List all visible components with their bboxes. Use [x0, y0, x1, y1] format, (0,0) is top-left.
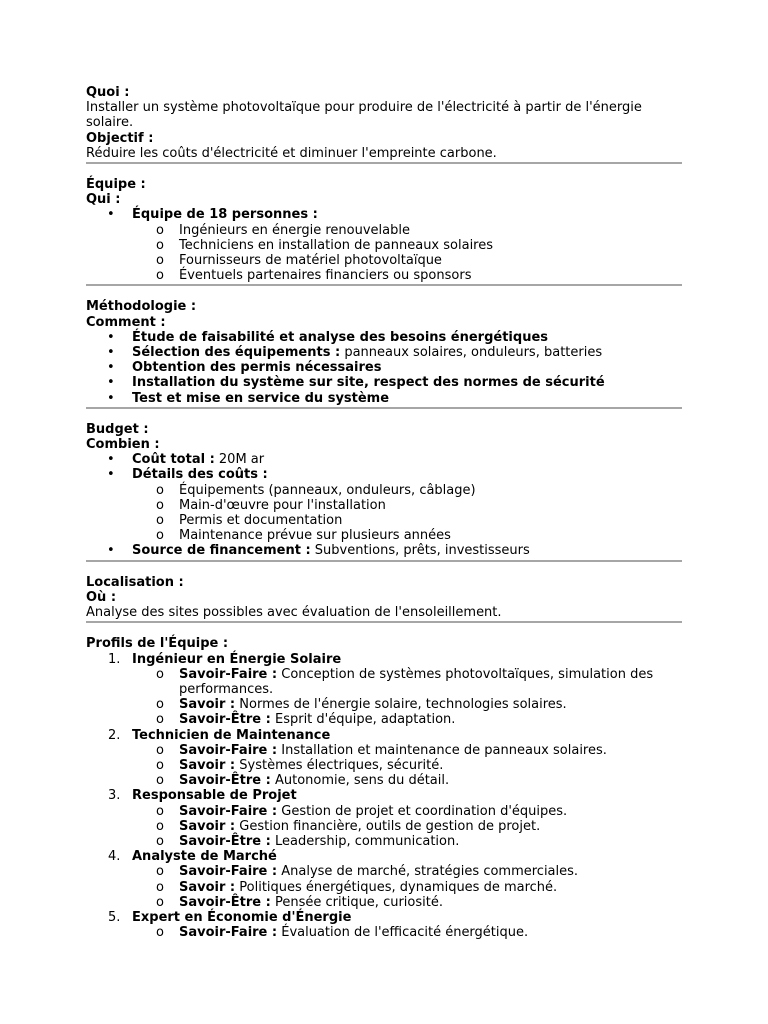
- list-item: [86, 910, 682, 940]
- list-item: [132, 925, 682, 940]
- list-item: [86, 467, 682, 543]
- detail-key: Savoir-Faire :: [179, 864, 278, 880]
- detail-key: Savoir :: [179, 757, 236, 773]
- list-item: [86, 652, 682, 728]
- section-budget: [86, 422, 682, 559]
- details-list: [132, 483, 682, 544]
- divider: [86, 162, 682, 164]
- budget-label: Budget :: [86, 421, 149, 437]
- profile-title: Technicien de Maintenance: [132, 727, 331, 743]
- list-item: [132, 895, 682, 910]
- equipe-group-label: Équipe de 18 personnes :: [132, 207, 318, 223]
- list-item: [86, 375, 682, 390]
- methodologie-steps: [86, 330, 682, 406]
- detail-value: Autonomie, sens du détail.: [270, 773, 450, 789]
- item-number: 5.: [108, 909, 121, 925]
- equipe-members: [132, 223, 682, 284]
- profils-label: Profils de l'Équipe :: [86, 636, 229, 652]
- list-item: o Ingénieurs en énergie renouvelable: [132, 223, 682, 238]
- cout-total-label: Coût total :: [132, 452, 215, 468]
- detail-value: Normes de l'énergie solaire, technologies solaires.: [235, 697, 567, 713]
- cout-total-value: 20M ar: [214, 452, 265, 468]
- detail-value: Conception de systèmes photovoltaïques, simulation des performances.: [179, 666, 654, 697]
- list-item: [132, 743, 682, 758]
- list-item: [86, 345, 682, 360]
- section-equipe: [86, 177, 682, 283]
- document-page: [86, 85, 682, 940]
- list-item: o Fournisseurs de matériel photovoltaïque: [132, 253, 682, 268]
- list-item: [132, 834, 682, 849]
- step-title: Étude de faisabilité et analyse des besoins énergétiques: [132, 329, 548, 345]
- list-item: [86, 207, 682, 283]
- detail-key: Savoir-Faire :: [179, 803, 278, 819]
- detail-key: Savoir :: [179, 818, 236, 834]
- qui-label: Qui :: [86, 192, 121, 208]
- list-item: [132, 712, 682, 727]
- detail-key: Savoir-Être :: [179, 773, 271, 789]
- details-label: Détails des coûts :: [132, 467, 268, 483]
- profile-details: [132, 667, 682, 728]
- ou-label: Où :: [86, 589, 117, 605]
- list-item: [86, 788, 682, 849]
- step-detail: panneaux solaires, onduleurs, batteries: [340, 345, 603, 361]
- detail-key: Savoir-Faire :: [179, 925, 278, 941]
- item-number: 2.: [108, 727, 121, 743]
- comment-label: Comment :: [86, 314, 166, 330]
- combien-label: Combien :: [86, 437, 160, 453]
- divider: [86, 284, 682, 286]
- divider: [86, 560, 682, 562]
- detail-value: Pensée critique, curiosité.: [270, 894, 443, 910]
- detail-value: Esprit d'équipe, adaptation.: [270, 712, 456, 728]
- detail-key: Savoir :: [179, 879, 236, 895]
- profile-details: [132, 864, 682, 910]
- item-number: 3.: [108, 788, 121, 804]
- quoi-text: Installer un système photovoltaïque pour produire de l'électricité à partir de l'énergie solaire.: [86, 100, 642, 131]
- detail-key: Savoir-Être :: [179, 833, 271, 849]
- financement-value: Subventions, prêts, investisseurs: [310, 543, 530, 559]
- detail-key: Savoir-Faire :: [179, 742, 278, 758]
- list-item: o Éventuels partenaires financiers ou sponsors: [132, 268, 682, 283]
- list-item: [86, 330, 682, 345]
- list-item: [86, 543, 682, 558]
- list-item: [132, 758, 682, 773]
- profile-title: Responsable de Projet: [132, 788, 297, 804]
- profile-details: [132, 743, 682, 789]
- list-item: [86, 728, 682, 789]
- list-item: [132, 804, 682, 819]
- budget-list: [86, 452, 682, 558]
- detail-value: Évaluation de l'efficacité énergétique.: [277, 925, 529, 941]
- divider: [86, 407, 682, 409]
- localisation-text: Analyse des sites possibles avec évaluation de l'ensoleillement.: [86, 605, 502, 621]
- list-item: o Maintenance prévue sur plusieurs années: [132, 528, 682, 543]
- section-methodologie: [86, 299, 682, 405]
- step-title: Test et mise en service du système: [132, 390, 390, 406]
- section-localisation: [86, 575, 682, 621]
- list-item: [132, 697, 682, 712]
- list-item: o Main-d'œuvre pour l'installation: [132, 498, 682, 513]
- detail-value: Gestion financière, outils de gestion de projet.: [235, 818, 541, 834]
- detail-value: Politiques énergétiques, dynamiques de marché.: [235, 879, 558, 895]
- list-item: [132, 819, 682, 834]
- list-item: [86, 360, 682, 375]
- step-title: Installation du système sur site, respect des normes de sécurité: [132, 375, 605, 391]
- list-item: [86, 391, 682, 406]
- list-item: [132, 773, 682, 788]
- section-profils: [86, 636, 682, 940]
- section-quoi: [86, 85, 682, 161]
- step-title: Sélection des équipements :: [132, 345, 341, 361]
- profile-title: Expert en Économie d'Énergie: [132, 909, 352, 925]
- divider: [86, 621, 682, 623]
- detail-key: Savoir-Faire :: [179, 666, 278, 682]
- profile-details: [132, 804, 682, 850]
- list-item: o Techniciens en installation de panneaux solaires: [132, 238, 682, 253]
- quoi-label: Quoi :: [86, 85, 130, 100]
- item-number: 1.: [108, 651, 121, 667]
- list-item: o Permis et documentation: [132, 513, 682, 528]
- list-item: [132, 880, 682, 895]
- detail-key: Savoir-Être :: [179, 894, 271, 910]
- objectif-label: Objectif :: [86, 130, 154, 146]
- detail-value: Installation et maintenance de panneaux solaires.: [277, 742, 607, 758]
- profils-list: [86, 652, 682, 941]
- detail-value: Analyse de marché, stratégies commerciales.: [277, 864, 579, 880]
- detail-value: Leadership, communication.: [270, 833, 460, 849]
- profile-details: [132, 925, 682, 940]
- financement-label: Source de financement :: [132, 543, 311, 559]
- list-item: [132, 864, 682, 879]
- equipe-list: [86, 207, 682, 283]
- list-item: [132, 667, 682, 697]
- detail-key: Savoir-Être :: [179, 712, 271, 728]
- list-item: [86, 452, 682, 467]
- detail-value: Gestion de projet et coordination d'équipes.: [277, 803, 568, 819]
- localisation-label: Localisation :: [86, 574, 184, 590]
- methodologie-label: Méthodologie :: [86, 299, 197, 315]
- detail-key: Savoir :: [179, 697, 236, 713]
- objectif-text: Réduire les coûts d'électricité et diminuer l'empreinte carbone.: [86, 145, 497, 161]
- list-item: o Équipements (panneaux, onduleurs, câblage): [132, 483, 682, 498]
- equipe-label: Équipe :: [86, 177, 146, 193]
- detail-value: Systèmes électriques, sécurité.: [235, 757, 444, 773]
- profile-title: Ingénieur en Énergie Solaire: [132, 651, 342, 667]
- step-title: Obtention des permis nécessaires: [132, 360, 382, 376]
- list-item: [86, 849, 682, 910]
- item-number: 4.: [108, 849, 121, 865]
- profile-title: Analyste de Marché: [132, 849, 277, 865]
